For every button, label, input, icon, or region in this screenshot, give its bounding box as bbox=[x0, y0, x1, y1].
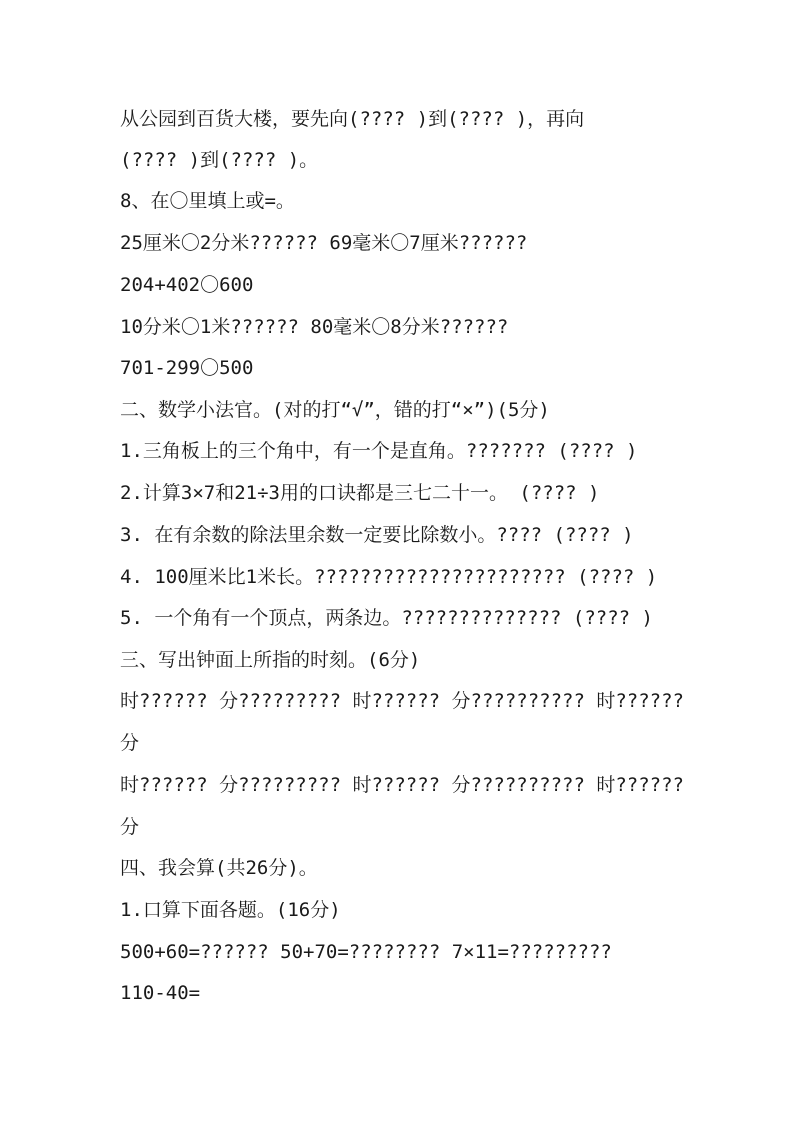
compare-row-3: 10分米〇1米?????? 80毫米〇8分米?????? bbox=[120, 316, 509, 338]
text-line-2: (???? )到(???? )。 bbox=[120, 149, 319, 171]
compare-row-4: 701-299〇500 bbox=[120, 357, 254, 379]
text-line-1: 从公园到百货大楼，要先向(???? )到(???? )，再向 bbox=[120, 108, 585, 130]
clock-row-2-wrap: 分 bbox=[120, 816, 140, 838]
section-3-heading: 三、写出钟面上所指的时刻。(6分) bbox=[120, 649, 421, 671]
question-8-title: 8、在〇里填上或=。 bbox=[120, 190, 295, 212]
compare-row-2: 204+402〇600 bbox=[120, 274, 254, 296]
section-2-heading: 二、数学小法官。(对的打“√”，错的打“×”)(5分) bbox=[120, 399, 550, 421]
clock-row-1: 时?????? 分????????? 时?????? 分?????????? 时?????? bbox=[120, 690, 684, 712]
judge-item-1: 1.三角板上的三个角中，有一个是直角。??????? (???? ) bbox=[120, 440, 638, 462]
compare-row-1: 25厘米〇2分米?????? 69毫米〇7厘米?????? bbox=[120, 232, 528, 254]
section-4-heading: 四、我会算(共26分)。 bbox=[120, 857, 318, 879]
judge-item-5: 5. 一个角有一个顶点，两条边。?????????????? (???? ) bbox=[120, 607, 653, 629]
clock-row-1-wrap: 分 bbox=[120, 732, 140, 754]
oral-calc-row-2: 110-40= bbox=[120, 982, 201, 1004]
oral-calc-title: 1.口算下面各题。(16分) bbox=[120, 899, 341, 921]
judge-item-2: 2.计算3×7和21÷3用的口诀都是三七二十一。 (???? ) bbox=[120, 482, 600, 504]
judge-item-3: 3. 在有余数的除法里余数一定要比除数小。???? (???? ) bbox=[120, 524, 634, 546]
judge-item-4: 4. 100厘米比1米长。?????????????????????? (???? ) bbox=[120, 566, 658, 588]
clock-row-2: 时?????? 分????????? 时?????? 分?????????? 时?????? bbox=[120, 774, 684, 796]
oral-calc-row-1: 500+60=?????? 50+70=???????? 7×11=????????? bbox=[120, 941, 612, 963]
